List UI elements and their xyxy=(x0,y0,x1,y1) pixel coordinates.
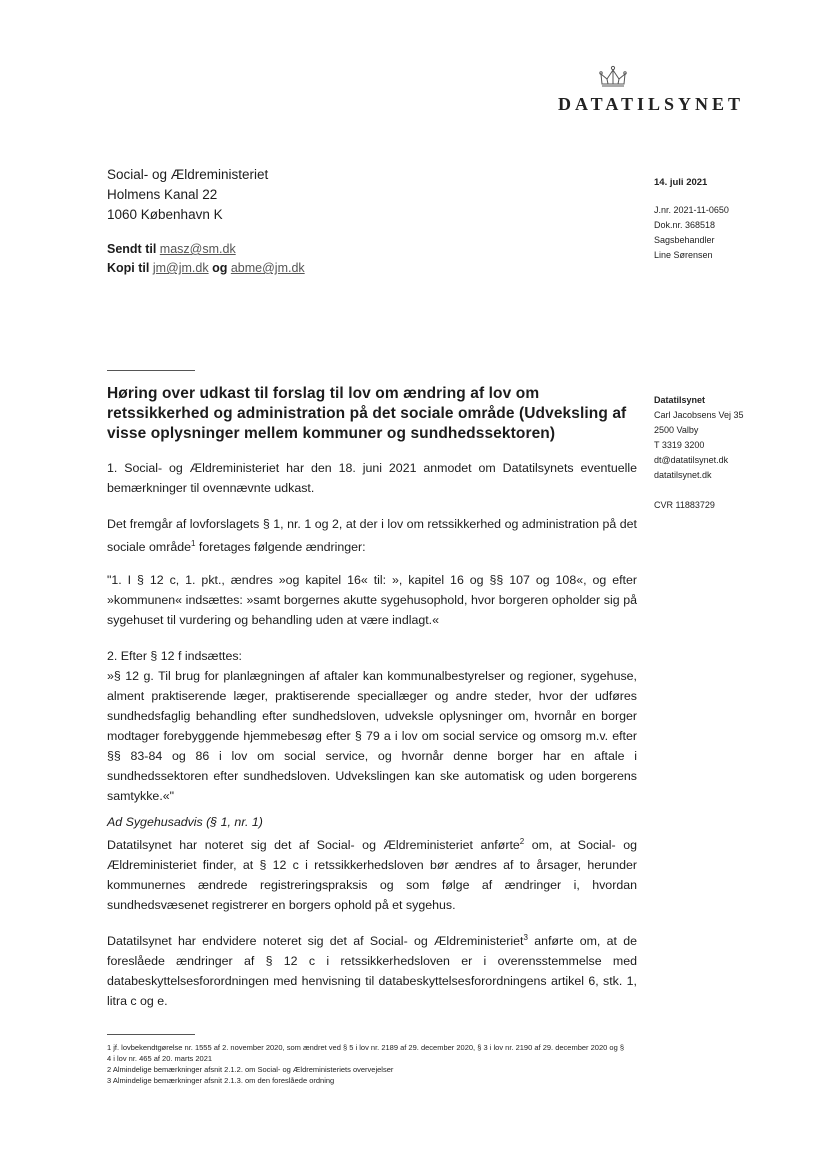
recipient-line: Holmens Kanal 22 xyxy=(107,187,218,202)
kopi-email-link-2[interactable]: abme@jm.dk xyxy=(230,261,305,275)
footnote-ref: 1 xyxy=(191,539,196,548)
paragraph-text: om, at Social- og Ældreministeriet finder, at § 12 c i retssikkerhedsloven bør ændres af to årsager, herunder kommunernes ændrede registreringspraksis og som følge af ændringer i, hvordan sundhedsvæsenet registrerer en borgers ophold på et sygehus. xyxy=(107,838,637,913)
sagsbehandler: Line Sørensen xyxy=(654,250,713,260)
paragraph-text: Datatilsynet har endvidere noteret sig det af Social- og Ældreministeriet xyxy=(107,934,524,949)
logo-text: DATATILSYNET xyxy=(558,94,745,114)
paragraph-text: "1. I § 12 c, 1. pkt., ændres »og kapitel 16« til: », kapitel 16 og §§ 107 og 108«, og efter »kommunen« indsættes: »samt borgernes akutte sygehusophold, hvor borgeren opholder sig på sygehuset til vurdering og behandling uden at være indlagt.« xyxy=(107,573,637,627)
og-text: og xyxy=(212,261,228,275)
paragraph-1 xyxy=(107,458,637,498)
footnote-2: 2 Almindelige bemærkninger afsnit 2.1.2. om Social- og Ældreministeriets overvejelser xyxy=(107,1065,394,1074)
paragraph-text: foretages følgende ændringer: xyxy=(195,540,366,555)
footnote-divider xyxy=(107,1034,195,1035)
sendt-label: Sendt til xyxy=(107,242,157,256)
contact-block xyxy=(654,393,744,513)
footnote-3: 3 Almindelige bemærkninger afsnit 2.1.3. om den foreslåede ordning xyxy=(107,1076,335,1085)
sagsbehandler-label: Sagsbehandler xyxy=(654,235,715,245)
paragraph-text: Det fremgår af lovforslagets § 1, nr. 1 og 2, at der i lov om retssikkerhed og administration på det sociale område xyxy=(107,517,637,555)
section-heading: Ad Sygehusadvis (§ 1, nr. 1) xyxy=(107,815,263,829)
contact-email: dt@datatilsynet.dk xyxy=(654,455,729,465)
contact-name: Datatilsynet xyxy=(654,395,706,405)
footnote-ref: 2 xyxy=(519,837,525,846)
doknr: Dok.nr. 368518 xyxy=(654,220,716,230)
case-meta xyxy=(654,203,729,263)
paragraph-5 xyxy=(107,812,637,915)
footnote-1: 1 jf. lovbekendtgørelse nr. 1555 af 2. november 2020, som ændret ved § 5 i lov nr. 2189 af 29. december 2020, § 3 i lov nr. 2190 af 29. december 2020 og § 4 i lov nr. 465 af 20. marts 2021 xyxy=(107,1043,624,1063)
paragraph-text: 2. Efter § 12 f indsættes: xyxy=(107,649,242,663)
contact-street: Carl Jacobsens Vej 35 xyxy=(654,410,744,420)
contact-phone: T 3319 3200 xyxy=(654,440,705,450)
contact-web: datatilsynet.dk xyxy=(654,470,712,480)
recipient-line: 1060 København K xyxy=(107,207,223,222)
paragraph-text: »§ 12 g. Til brug for planlægningen af aftaler kan kommunalbestyrelser og regioner, sygehuse, alment praktiserende læger, praktiserende speciallæger og andre steder, hvor der udføres sundhedsfaglig behandling efter sundhedsloven, udveksle oplysninger om, hvornår en borger modtager forebyggende hjemmebesøg efter § 79 a i lov om social service og omsorg m.v. efter §§ 83-84 og 86 i lov om social service, og hvornår denne borger har en aftale i sundhedssektoren efter sundhedsloven. Udvekslingen kan ske automatisk og uden borgerens samtykke.«" xyxy=(107,669,637,803)
divider xyxy=(107,370,195,371)
paragraph-3 xyxy=(107,570,637,630)
paragraph-text: 1. Social- og Ældreministeriet har den 18. juni 2021 anmodet om Datatilsynets eventuelle bemærkninger til ovennævnte udkast. xyxy=(107,461,637,495)
document-title: Høring over udkast til forslag til lov om ændring af lov om retssikkerhed og administration på det sociale område (Udveksling af visse oplysninger mellem kommuner og sundhedssektoren) xyxy=(107,385,627,442)
recipient-line: Social- og Ældreministeriet xyxy=(107,167,269,182)
crown-icon xyxy=(598,64,628,90)
kopi-label: Kopi til xyxy=(107,261,150,275)
paragraph-text: Datatilsynet har noteret sig det af Social- og Ældreministeriet anførte xyxy=(107,838,520,853)
paragraph-4 xyxy=(107,646,637,806)
paragraph-text: anførte om, at de foreslåede ændringer af § 12 c i retssikkerhedsloven er i overensstemmelse med databeskyttelsesforordningen med henvisning til databeskyttelsesforordningens artikel 6, stk. 1, litra c og e. xyxy=(107,934,637,1009)
contact-cvr: CVR 11883729 xyxy=(654,500,715,510)
jnr: J.nr. 2021-11-0650 xyxy=(654,205,729,215)
paragraph-2 xyxy=(107,514,637,557)
recipient-address xyxy=(107,165,268,225)
send-info xyxy=(107,240,305,278)
kopi-email-link-1[interactable]: jm@jm.dk xyxy=(152,261,209,275)
paragraph-6 xyxy=(107,928,637,1011)
footnotes xyxy=(107,1042,627,1086)
footnote-ref: 3 xyxy=(523,933,528,942)
letter-date: 14. juli 2021 xyxy=(654,177,708,188)
sendt-email-link[interactable]: masz@sm.dk xyxy=(159,242,236,256)
contact-city: 2500 Valby xyxy=(654,425,699,435)
